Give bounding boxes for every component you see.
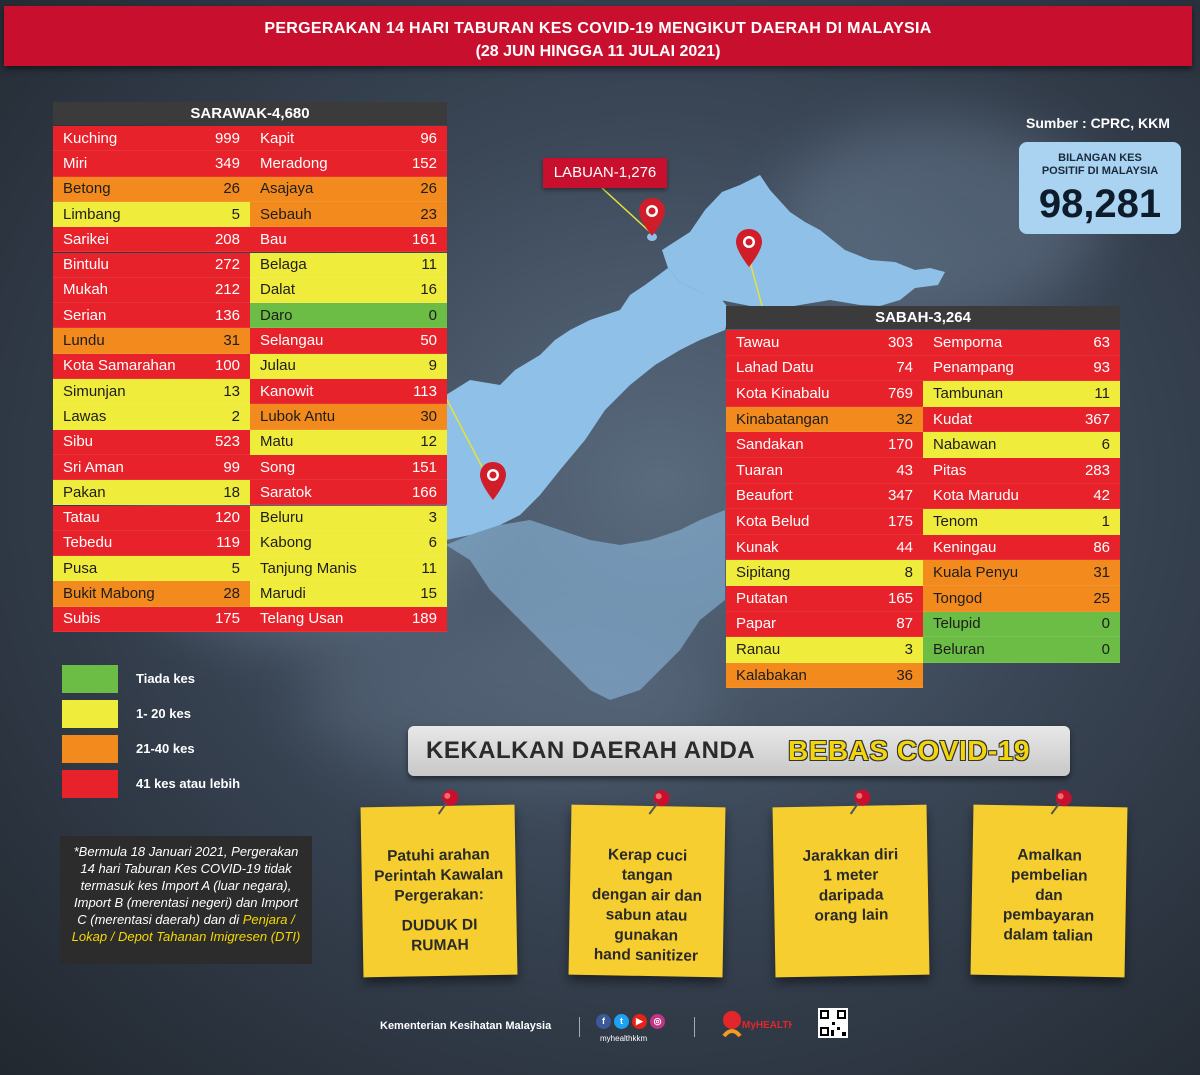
- advice-card: [361, 805, 518, 978]
- district-name: Sipitang: [736, 564, 791, 582]
- district-row: [923, 356, 1120, 382]
- district-name: Kudat: [933, 410, 973, 428]
- card-line: Jarakkan diri: [802, 846, 899, 865]
- district-cases: 50: [420, 332, 437, 350]
- district-row: [53, 202, 250, 227]
- district-row: [923, 458, 1120, 484]
- district-row: [923, 612, 1120, 638]
- district-cases: 18: [223, 483, 240, 501]
- district-cases: 5: [231, 559, 240, 577]
- district-cases: 208: [214, 230, 240, 248]
- district-name: Selangau: [260, 332, 324, 350]
- card-line: tangan: [621, 866, 673, 885]
- district-row: [923, 484, 1120, 510]
- district-cases: 96: [420, 129, 437, 147]
- district-name: Kuala Penyu: [933, 564, 1019, 582]
- district-name: Mukah: [63, 281, 109, 299]
- district-name: Pakan: [63, 483, 106, 501]
- district-cases: 0: [428, 306, 437, 324]
- pushpin-icon: [432, 788, 463, 819]
- map-pin-icon: [736, 229, 762, 267]
- district-cases: 12: [420, 433, 437, 451]
- district-name: Kota Kinabalu: [736, 384, 830, 402]
- district-row: [250, 278, 447, 303]
- district-name: Kalabakan: [736, 666, 807, 684]
- district-name: Kota Belud: [736, 512, 810, 530]
- district-name: Song: [260, 458, 296, 476]
- district-cases: 272: [214, 256, 240, 274]
- card-line: hand sanitizer: [593, 946, 699, 965]
- district-row: [53, 455, 250, 480]
- district-name: Pitas: [933, 461, 967, 479]
- district-cases: 6: [1101, 436, 1110, 454]
- district-name: Tuaran: [736, 461, 783, 479]
- legend-label: 41 kes atau lebih: [136, 776, 241, 791]
- card-line: dan: [1034, 886, 1063, 905]
- district-row: [923, 560, 1120, 586]
- district-row: [53, 328, 250, 353]
- district-name: Belaga: [260, 256, 307, 274]
- district-name: Putatan: [736, 589, 788, 607]
- legend-swatch: [62, 735, 118, 763]
- district-name: Tongod: [933, 589, 983, 607]
- map-pin-icon: [639, 198, 665, 236]
- district-row: [53, 227, 250, 252]
- slogan-part-2: BEBAS COVID-19: [788, 735, 1030, 766]
- sarawak-header: SARAWAK-4,680: [53, 102, 447, 125]
- district-cases: 26: [420, 180, 437, 198]
- district-cases: 28: [223, 585, 240, 603]
- district-name: Kota Samarahan: [63, 357, 176, 375]
- footnote: [60, 836, 312, 964]
- district-cases: 42: [1093, 487, 1110, 505]
- district-row: [53, 581, 250, 606]
- card-line: dalam talian: [1003, 926, 1094, 945]
- district-row: [726, 663, 923, 689]
- labuan-label: LABUAN-1,276: [543, 158, 667, 188]
- district-cases: 100: [214, 357, 240, 375]
- district-name: Kuching: [63, 129, 118, 147]
- district-cases: 175: [214, 610, 240, 628]
- district-name: Matu: [260, 433, 294, 451]
- district-row: [250, 202, 447, 227]
- card-line: Kerap cuci: [607, 846, 688, 865]
- district-row: [53, 354, 250, 379]
- district-row: [250, 581, 447, 606]
- district-row: [923, 509, 1120, 535]
- map-pin-icon: [480, 462, 506, 500]
- district-row: [726, 458, 923, 484]
- youtube-icon[interactable]: ▶: [632, 1014, 647, 1029]
- district-cases: 2: [231, 407, 240, 425]
- district-row: [923, 637, 1120, 663]
- district-row: [726, 484, 923, 510]
- card-line: sabun atau: [605, 906, 688, 925]
- district-cases: 30: [420, 407, 437, 425]
- district-name: Meradong: [260, 154, 328, 172]
- divider: [694, 1017, 695, 1037]
- card-line: dengan air dan: [591, 886, 703, 905]
- card-line: Amalkan: [1017, 846, 1083, 865]
- district-row: [250, 556, 447, 581]
- district-name: Daro: [260, 306, 293, 324]
- district-cases: 99: [223, 458, 240, 476]
- district-name: Lundu: [63, 332, 105, 350]
- district-row: [53, 404, 250, 429]
- district-cases: 1: [1101, 512, 1110, 530]
- district-row: [53, 379, 250, 404]
- legend-label: Tiada kes: [136, 671, 196, 686]
- district-row: [250, 303, 447, 328]
- card-line: RUMAH: [410, 936, 469, 955]
- district-name: Saratok: [260, 483, 312, 501]
- district-name: Tanjung Manis: [260, 559, 357, 577]
- total-cases-box: [1019, 142, 1181, 234]
- district-cases: 151: [411, 458, 437, 476]
- legend-label: 21-40 kes: [136, 741, 195, 756]
- district-name: Telupid: [933, 615, 981, 633]
- district-cases: 87: [896, 615, 913, 633]
- district-name: Tebedu: [63, 534, 113, 552]
- total-cases-value: 98,281: [1038, 182, 1162, 226]
- legend-swatch: [62, 700, 118, 728]
- card-line: Perintah Kawalan: [373, 865, 504, 886]
- district-row: [726, 432, 923, 458]
- facebook-icon[interactable]: f: [596, 1014, 611, 1029]
- district-cases: 212: [214, 281, 240, 299]
- district-name: Tatau: [63, 509, 100, 527]
- district-name: Lubok Antu: [260, 407, 336, 425]
- advice-card: [569, 805, 726, 978]
- district-cases: 347: [887, 487, 913, 505]
- district-name: Betong: [63, 180, 111, 198]
- district-name: Tambunan: [933, 384, 1004, 402]
- district-cases: 8: [904, 564, 913, 582]
- title-line-1: PERGERAKAN 14 HARI TABURAN KES COVID-19 MENGIKUT DAERAH DI MALAYSIA: [264, 20, 932, 37]
- slogan-banner: [408, 726, 1070, 776]
- district-name: Kinabatangan: [736, 410, 829, 428]
- ministry-name: Kementerian Kesihatan Malaysia: [380, 1020, 552, 1032]
- sabah-map-shape: [662, 175, 945, 310]
- district-cases: 523: [214, 433, 240, 451]
- district-name: Sibu: [63, 433, 94, 451]
- district-row: [53, 126, 250, 151]
- district-row: [250, 607, 447, 632]
- district-name: Papar: [736, 615, 777, 633]
- district-name: Julau: [260, 357, 296, 375]
- district-name: Serian: [63, 306, 107, 324]
- footnote-text: *Bermula 18 Januari 2021, Pergerakan 14 hari Taburan Kes COVID-19 tidak termasuk kes Import A (luar negara), Import B (merentasi negeri) dan Import C (merentasi daerah) dan di: [73, 844, 299, 927]
- district-row: [726, 407, 923, 433]
- district-cases: 23: [420, 205, 437, 223]
- district-row: [726, 586, 923, 612]
- district-cases: 25: [1093, 589, 1110, 607]
- district-cases: 283: [1084, 461, 1110, 479]
- district-row: [53, 278, 250, 303]
- district-name: Simunjan: [63, 382, 126, 400]
- district-name: Kunak: [736, 538, 779, 556]
- district-row: [53, 607, 250, 632]
- district-row: [250, 354, 447, 379]
- district-row: [53, 430, 250, 455]
- district-name: Bukit Mabong: [63, 585, 155, 603]
- district-row: [250, 126, 447, 151]
- district-row: [250, 328, 447, 353]
- district-row: [53, 177, 250, 202]
- district-cases: 11: [1094, 384, 1110, 402]
- district-cases: 6: [428, 534, 437, 552]
- sarawak-table: [53, 102, 447, 632]
- district-cases: 13: [223, 382, 240, 400]
- sarawak-south-shape: [446, 510, 725, 700]
- brand-text: MyHEALTH: [742, 1020, 792, 1031]
- district-cases: 170: [887, 436, 913, 454]
- total-cases-label: [1019, 152, 1181, 178]
- district-cases: 11: [421, 559, 437, 577]
- sabah-header: SABAH-3,264: [726, 306, 1120, 329]
- total-label-line-2: POSITIF DI MALAYSIA: [1041, 165, 1159, 177]
- card-line: Patuhi arahan: [386, 846, 490, 865]
- myhealth-logo: [720, 1006, 792, 1044]
- district-name: Limbang: [63, 205, 121, 223]
- district-cases: 136: [214, 306, 240, 324]
- social-handle: myhealthkkm: [600, 1034, 648, 1043]
- district-cases: 119: [216, 534, 240, 552]
- district-row: [726, 330, 923, 356]
- district-row: [726, 535, 923, 561]
- divider: [579, 1017, 580, 1037]
- district-name: Miri: [63, 154, 88, 172]
- district-name: Keningau: [933, 538, 997, 556]
- district-cases: 11: [421, 256, 437, 274]
- district-cases: 175: [887, 512, 913, 530]
- legend-swatch: [62, 665, 118, 693]
- district-row: [250, 227, 447, 252]
- district-row: [250, 430, 447, 455]
- district-row: [726, 356, 923, 382]
- footnote-highlight: Penjara / Lokap / Depot Tahanan Imigresen (DTI): [71, 912, 301, 944]
- district-name: Subis: [63, 610, 101, 628]
- district-row: [923, 407, 1120, 433]
- district-cases: 26: [223, 180, 240, 198]
- district-cases: 999: [214, 129, 240, 147]
- district-name: Bintulu: [63, 256, 109, 274]
- district-cases: 3: [428, 509, 437, 527]
- instagram-icon[interactable]: ◎: [650, 1014, 665, 1029]
- district-cases: 31: [223, 332, 240, 350]
- twitter-icon[interactable]: t: [614, 1014, 629, 1029]
- district-row: [53, 556, 250, 581]
- card-line: 1 meter: [823, 866, 879, 885]
- district-cases: 93: [1093, 359, 1110, 377]
- district-cases: 16: [420, 281, 437, 299]
- district-row: [53, 506, 250, 531]
- district-row: [250, 455, 447, 480]
- district-row: [923, 586, 1120, 612]
- qr-code-icon[interactable]: [818, 1008, 848, 1038]
- district-name: Penampang: [933, 359, 1014, 377]
- district-cases: 74: [896, 359, 913, 377]
- card-line: DUDUK DI: [401, 916, 478, 935]
- card-line: pembayaran: [1002, 906, 1095, 925]
- district-row: [53, 531, 250, 556]
- district-row: [923, 535, 1120, 561]
- district-name: Pusa: [63, 559, 98, 577]
- district-name: Dalat: [260, 281, 296, 299]
- district-row: [726, 637, 923, 663]
- district-row: [250, 379, 447, 404]
- district-name: Bau: [260, 230, 287, 248]
- district-row: [250, 177, 447, 202]
- legend-swatch: [62, 770, 118, 798]
- legend-item: [62, 770, 262, 798]
- district-cases: 31: [1093, 564, 1110, 582]
- district-cases: 769: [887, 384, 913, 402]
- district-name: Kanowit: [260, 382, 314, 400]
- district-cases: 166: [411, 483, 437, 501]
- pushpin-icon: [844, 788, 875, 819]
- district-cases: 5: [231, 205, 240, 223]
- district-cases: 113: [413, 382, 437, 400]
- district-cases: 0: [1101, 640, 1110, 658]
- district-name: Sebauh: [260, 205, 312, 223]
- district-row: [726, 612, 923, 638]
- district-row: [250, 253, 447, 278]
- legend-item: [62, 700, 262, 728]
- source-text: Sumber : CPRC, KKM: [1026, 115, 1170, 131]
- legend-item: [62, 735, 262, 763]
- district-name: Telang Usan: [260, 610, 344, 628]
- district-name: Marudi: [260, 585, 306, 603]
- district-name: Kota Marudu: [933, 487, 1019, 505]
- district-cases: 189: [411, 610, 437, 628]
- district-cases: 349: [214, 154, 240, 172]
- district-row: [726, 509, 923, 535]
- legend-item: [62, 665, 262, 693]
- district-name: Asajaya: [260, 180, 314, 198]
- district-row: [250, 506, 447, 531]
- district-name: Sandakan: [736, 436, 804, 454]
- district-name: Semporna: [933, 333, 1003, 351]
- slogan-part-1: KEKALKAN DAERAH ANDA: [426, 737, 756, 764]
- card-line: orang lain: [814, 906, 889, 925]
- district-cases: 367: [1084, 410, 1110, 428]
- district-cases: 120: [214, 509, 240, 527]
- district-row: [250, 480, 447, 505]
- district-cases: 165: [887, 589, 913, 607]
- district-row: [53, 253, 250, 278]
- district-name: Lahad Datu: [736, 359, 814, 377]
- district-row: [726, 560, 923, 586]
- district-name: Sri Aman: [63, 458, 124, 476]
- card-line: pembelian: [1010, 866, 1088, 885]
- district-row: [726, 381, 923, 407]
- district-row: [923, 330, 1120, 356]
- district-cases: 3: [904, 640, 913, 658]
- district-row: [53, 151, 250, 176]
- card-line: Pergerakan:: [394, 886, 485, 905]
- district-name: Tawau: [736, 333, 780, 351]
- district-cases: 152: [411, 154, 437, 172]
- district-cases: 36: [896, 666, 913, 684]
- district-cases: 43: [896, 461, 913, 479]
- title-line-2: (28 JUN HINGGA 11 JULAI 2021): [475, 43, 721, 60]
- pushpin-icon: [643, 788, 674, 819]
- district-cases: 303: [887, 333, 913, 351]
- district-row: [250, 531, 447, 556]
- district-name: Beluran: [933, 640, 985, 658]
- district-row: [53, 480, 250, 505]
- advice-card: [971, 805, 1128, 978]
- district-name: Tenom: [933, 512, 979, 530]
- district-row: [53, 303, 250, 328]
- district-cases: 161: [411, 230, 437, 248]
- legend-label: 1- 20 kes: [136, 706, 191, 721]
- district-name: Kapit: [260, 129, 295, 147]
- district-cases: 32: [896, 410, 913, 428]
- district-row: [923, 381, 1120, 407]
- card-line: daripada: [818, 886, 884, 905]
- district-cases: 9: [428, 357, 437, 375]
- total-label-line-1: BILANGAN KES: [1058, 152, 1142, 164]
- district-name: Ranau: [736, 640, 781, 658]
- district-name: Beaufort: [736, 487, 793, 505]
- district-cases: 63: [1093, 333, 1110, 351]
- district-name: Nabawan: [933, 436, 997, 454]
- district-row: [250, 151, 447, 176]
- card-line: gunakan: [614, 926, 679, 945]
- district-row: [923, 432, 1120, 458]
- district-cases: 15: [420, 585, 437, 603]
- advice-card: [773, 805, 930, 978]
- district-name: Lawas: [63, 407, 107, 425]
- district-cases: 0: [1101, 615, 1110, 633]
- district-cases: 44: [896, 538, 913, 556]
- district-name: Sarikei: [63, 230, 109, 248]
- district-name: Kabong: [260, 534, 312, 552]
- pushpin-icon: [1045, 788, 1076, 819]
- district-name: Beluru: [260, 509, 304, 527]
- district-cases: 86: [1093, 538, 1110, 556]
- district-row: [250, 404, 447, 429]
- sabah-table: [726, 306, 1120, 688]
